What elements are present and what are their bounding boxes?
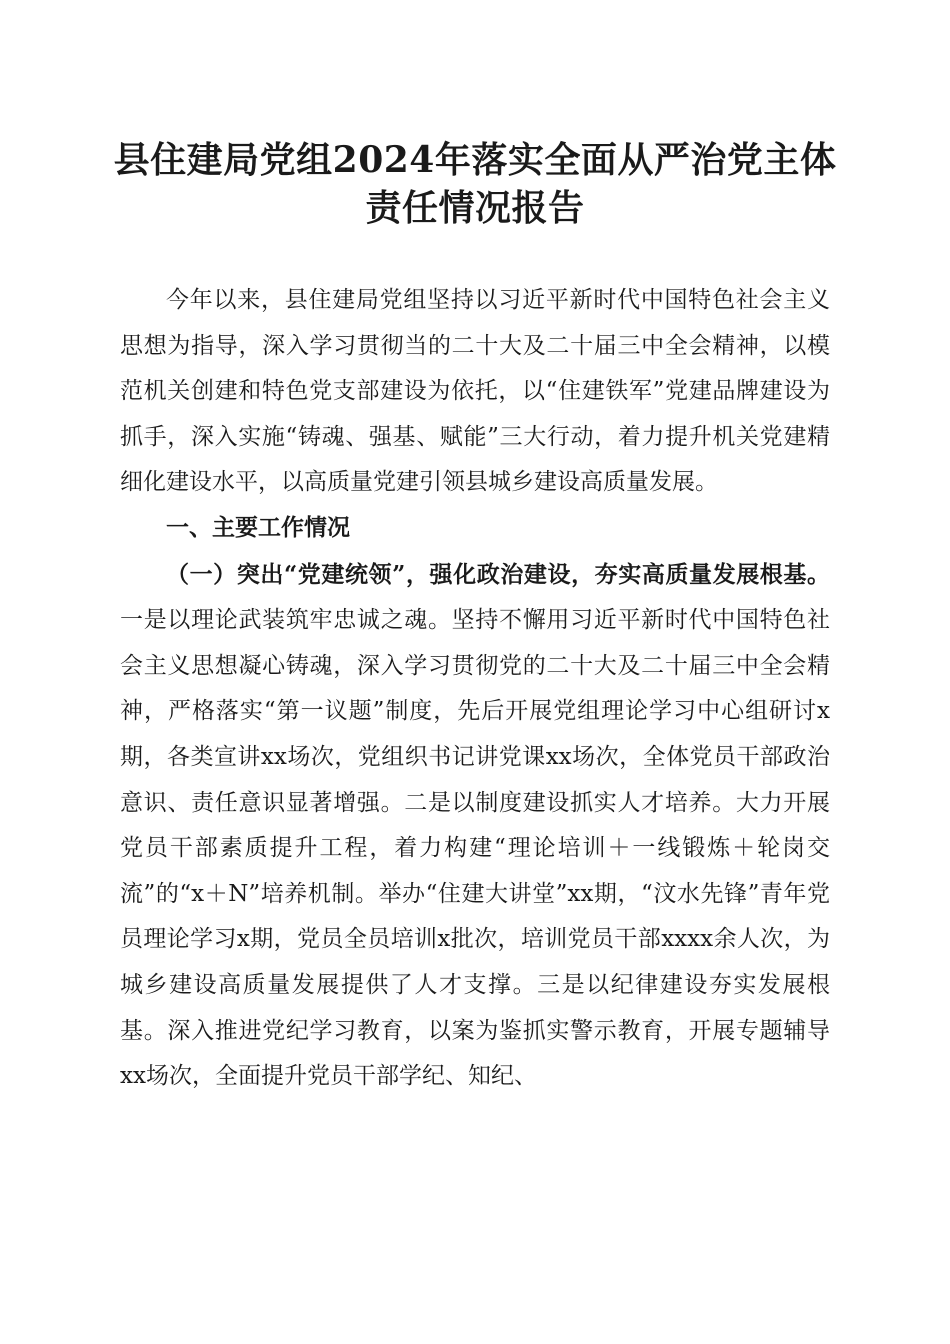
document-title xyxy=(60,136,890,232)
title-line-1: 县住建局党组2024年落实全面从严治党主体 xyxy=(113,139,837,181)
subsection-paragraph xyxy=(120,552,830,1100)
section-heading: 一、主要工作情况 xyxy=(166,514,350,541)
subsection-heading: （一）突出“党建统领”，强化政治建设，夯实高质量发展根基。 xyxy=(166,560,830,588)
title-line-2: 责任情况报告 xyxy=(365,187,585,229)
subsection-body: 一是以理论武装筑牢忠诚之魂。坚持不懈用习近平新时代中国特色社会主义思想凝心铸魂，深入学习贯彻党的二十大及二十届三中全会精神，严格落实“第一议题”制度，先后开展党组理论学习中心组研讨x期，各类宣讲xx场次，党组织书记讲党课xx场次，全体党员干部政治意识、责任意识显著增强。二是以制度建设抓实人才培养。大力开展党员干部素质提升工程，着力构建“理论培训＋一线锻炼＋轮岗交流”的“x＋N”培养机制。举办“住建大讲堂”xx期，“汶水先锋”青年党员理论学习x期，党员全员培训x批次，培训党员干部xxxx余人次，为城乡建设高质量发展提供了人才支撑。三是以纪律建设夯实发展根基。深入推进党纪学习教育，以案为鉴抓实警示教育，开展专题辅导xx场次，全面提升党员干部学纪、知纪、 xyxy=(120,607,830,1090)
document-body xyxy=(120,278,830,1100)
intro-paragraph: 今年以来，县住建局党组坚持以习近平新时代中国特色社会主义思想为指导，深入学习贯彻当的二十大及二十届三中全会精神，以模范机关创建和特色党支部建设为依托，以“住建铁军”党建品牌建设为抓手，深入实施“铸魂、强基、赋能”三大行动，着力提升机关党建精细化建设水平，以高质量党建引领县城乡建设高质量发展。 xyxy=(120,287,830,496)
